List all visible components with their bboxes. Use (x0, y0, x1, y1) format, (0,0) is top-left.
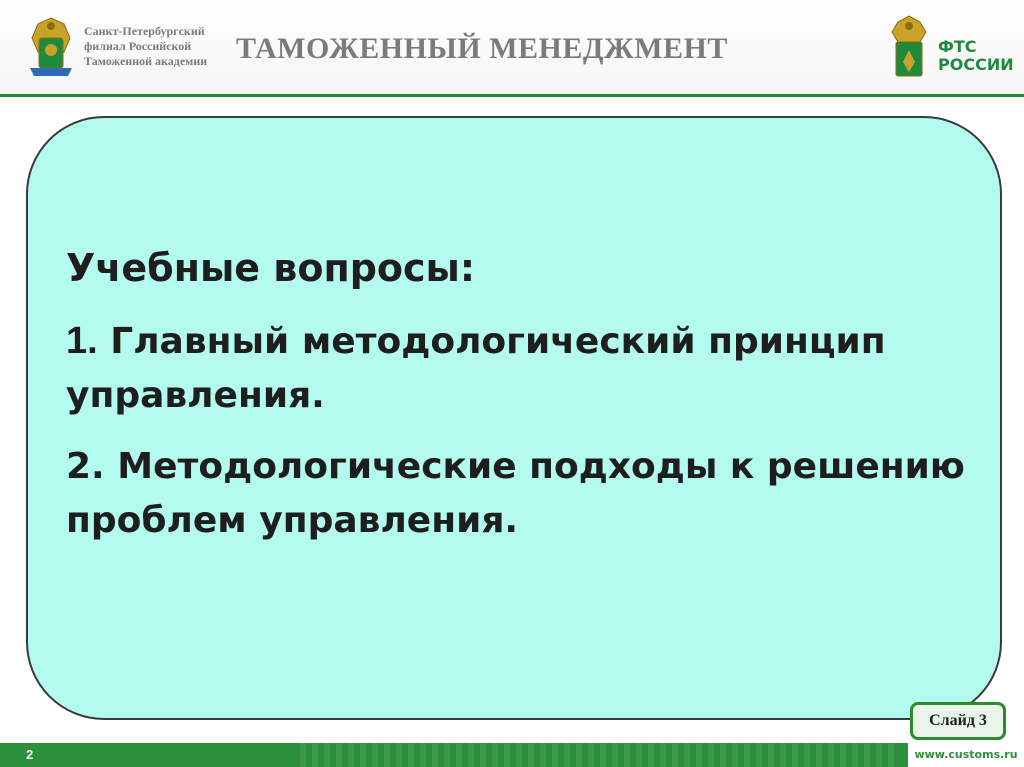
question-text-2: Методологические подходы к решению проблем управления. (66, 446, 965, 541)
fts-russia-emblem-icon (888, 12, 930, 80)
slide-number-button[interactable]: Слайд 3 (910, 702, 1006, 740)
footer-pattern (300, 743, 900, 767)
question-item-1 (66, 314, 966, 423)
question-number-1: 1. (66, 320, 98, 362)
presentation-title: ТАМОЖЕННЫЙ МЕНЕДЖМЕНТ (236, 32, 728, 65)
fts-label-line-1: ФТС (938, 37, 977, 56)
slide-footer (0, 743, 1024, 767)
customs-academy-emblem-icon (24, 14, 78, 80)
page-number: 2 (26, 747, 34, 762)
question-item-2 (66, 440, 966, 548)
academy-name-line-2: филиал Российской (84, 39, 192, 53)
fts-label-line-2: РОССИИ (938, 55, 1014, 74)
academy-name-line-3: Таможенной академии (84, 54, 208, 68)
customs-website-link[interactable]: www.customs.ru (908, 743, 1024, 767)
question-text-1: Главный методологический принцип управления. (66, 321, 886, 416)
question-number-2: 2. (66, 446, 105, 487)
study-questions-heading: Учебные вопросы: (66, 246, 476, 290)
slide-header (0, 0, 1024, 96)
academy-name-line-1: Санкт-Петербургский (84, 24, 205, 38)
header-divider (0, 94, 1024, 97)
fts-russia-label (938, 38, 1014, 74)
academy-name (84, 24, 244, 69)
